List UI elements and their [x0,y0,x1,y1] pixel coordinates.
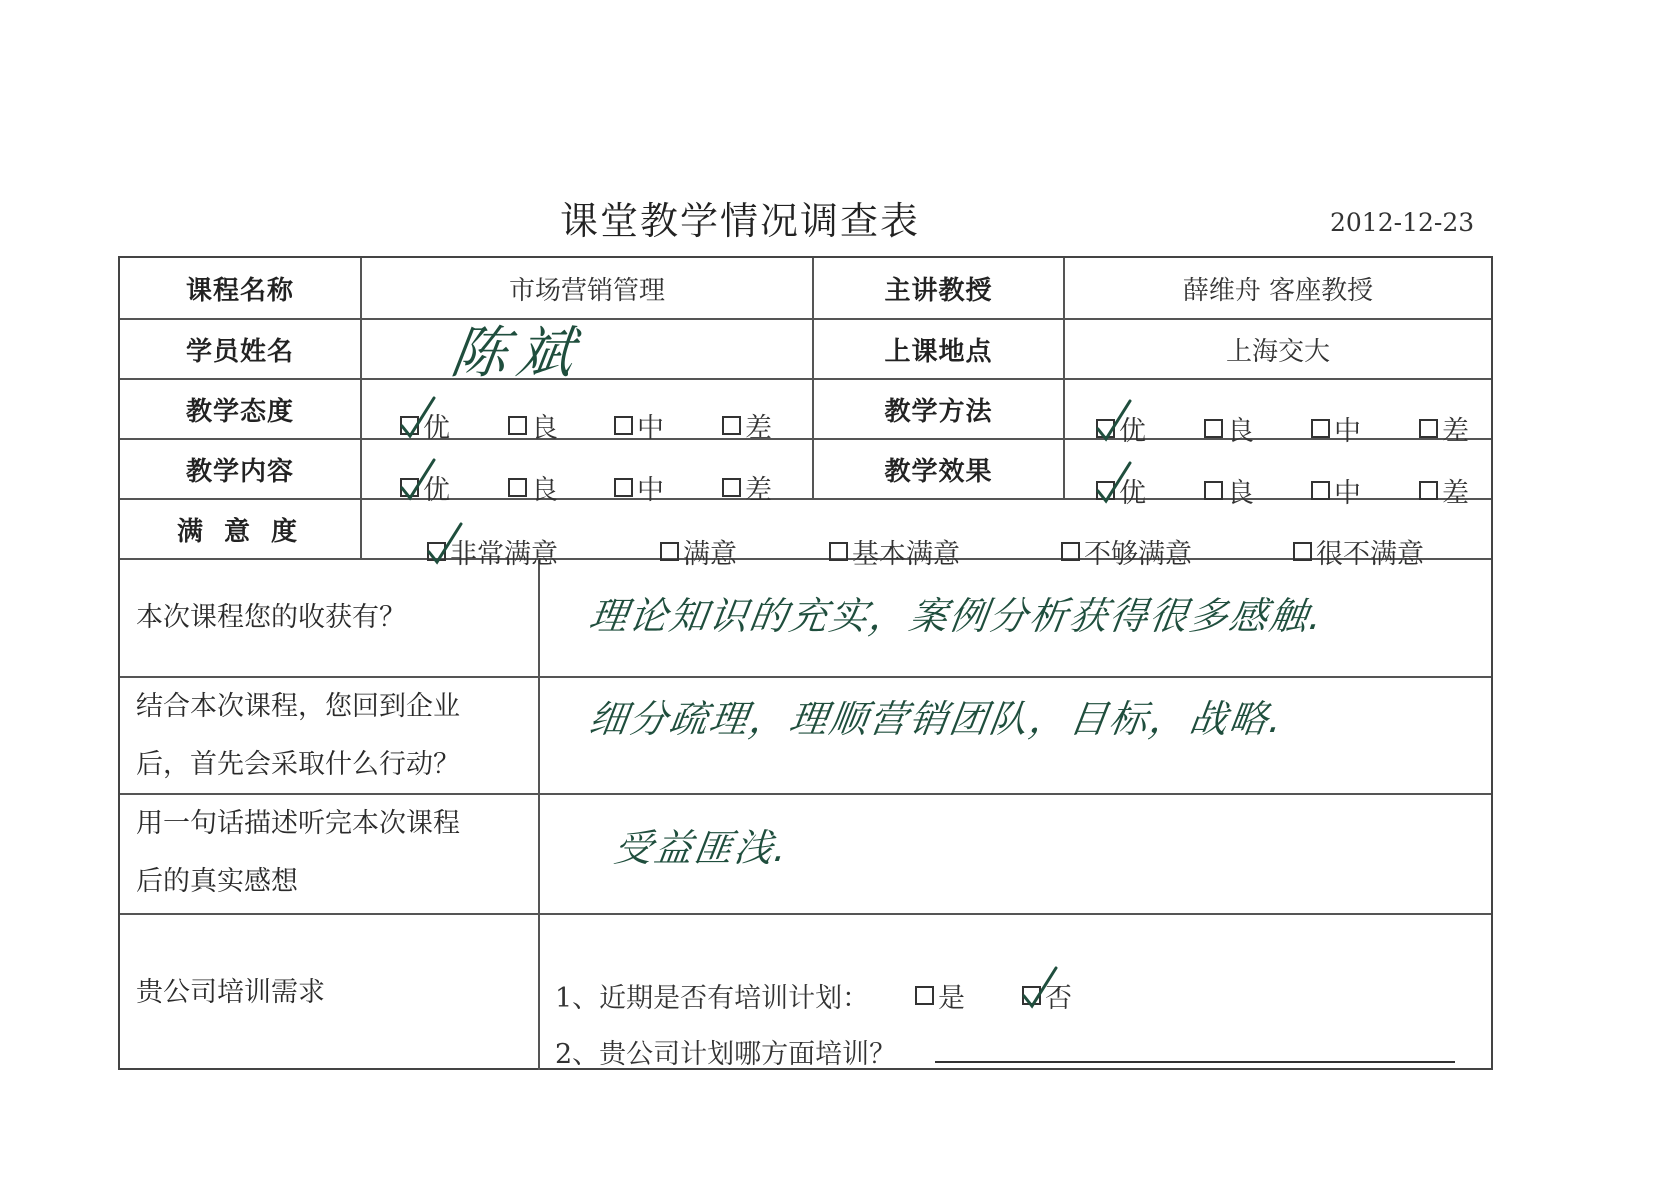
action-question [120,678,538,793]
option-label: 良 [531,413,558,444]
checkbox[interactable] [1204,481,1223,500]
effect-option-0[interactable] [1096,471,1146,510]
feeling-question-line2: 后的真实感想 [136,866,298,897]
attitude-option-2[interactable] [614,406,664,445]
option-label: 是 [938,983,965,1014]
option-label: 满意 [683,539,737,570]
satisfaction-option-4[interactable] [1293,532,1424,571]
checkbox[interactable] [614,416,633,435]
checkbox[interactable] [660,542,679,561]
option-label: 中 [1334,416,1361,447]
option-label: 非常满意 [450,539,558,570]
checkbox[interactable] [1096,481,1115,500]
checkbox[interactable] [614,478,633,497]
checkbox[interactable] [1419,419,1438,438]
checkbox[interactable] [1061,542,1080,561]
option-label: 优 [1119,416,1146,447]
action-question-line2: 后，首先会采取什么行动？ [136,749,460,780]
method-option-1[interactable] [1204,409,1254,448]
checkmark-icon [425,522,465,566]
checkbox[interactable] [1311,481,1330,500]
lecturer-label: 主讲教授 [884,275,993,306]
attitude-option-1[interactable] [508,406,558,445]
action-question-line1: 结合本次课程，您回到企业 [136,691,460,722]
content-option-2[interactable] [614,468,664,507]
training-plan-option-0[interactable] [915,976,965,1015]
option-label: 否 [1045,983,1072,1014]
checkbox[interactable] [1022,986,1041,1005]
checkbox[interactable] [1293,542,1312,561]
option-label: 差 [1442,416,1469,447]
option-label: 中 [637,413,664,444]
training-area-blank[interactable] [935,1061,1455,1063]
attitude-option-3[interactable] [722,406,772,445]
gain-question: 本次课程您的收获有？ [136,602,406,633]
option-label: 基本满意 [852,539,960,570]
survey-form [118,256,1493,1070]
effect-option-3[interactable] [1419,471,1469,510]
checkbox[interactable] [1204,419,1223,438]
feeling-question [120,795,538,913]
feeling-answer: 受益匪浅. [611,826,792,870]
option-label: 不够满意 [1084,539,1192,570]
method-option-2[interactable] [1311,409,1361,448]
content-label: 教学内容 [185,456,294,487]
option-label: 优 [423,413,450,444]
effect-label: 教学效果 [884,456,993,487]
action-answer: 细分疏理，理顺营销团队，目标，战略. [586,697,1287,741]
checkmark-icon [1094,399,1134,443]
checkbox[interactable] [1311,419,1330,438]
option-label: 差 [745,413,772,444]
checkbox[interactable] [722,478,741,497]
feeling-question-line1: 用一句话描述听完本次课程 [136,808,460,839]
satisfaction-option-2[interactable] [829,532,960,571]
checkbox[interactable] [508,416,527,435]
location-value: 上海交大 [1225,336,1330,367]
option-label: 良 [1227,478,1254,509]
satisfaction-option-0[interactable] [427,532,558,571]
checkbox[interactable] [1096,419,1115,438]
student-name-value: 陈斌 [446,321,588,386]
option-label: 中 [1334,478,1361,509]
checkmark-icon [1094,461,1134,505]
student-name-label: 学员姓名 [185,336,294,367]
option-label: 很不满意 [1316,539,1424,570]
training-plan-option-1[interactable] [1022,976,1072,1015]
content-option-1[interactable] [508,468,558,507]
attitude-label: 教学态度 [185,396,294,427]
option-label: 差 [1442,478,1469,509]
course-name-label: 课程名称 [185,275,294,306]
option-label: 优 [1119,478,1146,509]
method-label: 教学方法 [884,396,993,427]
satisfaction-option-3[interactable] [1061,532,1192,571]
checkmark-icon [398,458,438,502]
training-plan-label: 1、近期是否有培训计划： [555,983,870,1014]
form-date: 2012-12-23 [1330,208,1475,237]
checkmark-icon [398,396,438,440]
method-option-0[interactable] [1096,409,1146,448]
gain-answer: 理论知识的充实，案例分析获得很多感触. [586,594,1327,638]
training-question: 贵公司培训需求 [136,977,325,1008]
satisfaction-option-1[interactable] [660,532,737,571]
checkbox[interactable] [1419,481,1438,500]
checkbox[interactable] [508,478,527,497]
checkbox[interactable] [427,542,446,561]
checkbox[interactable] [400,416,419,435]
option-label: 良 [531,475,558,506]
checkbox[interactable] [829,542,848,561]
checkbox[interactable] [915,986,934,1005]
course-name-value: 市场营销管理 [508,275,665,306]
option-label: 差 [745,475,772,506]
location-label: 上课地点 [884,336,993,367]
form-title: 课堂教学情况调查表 [560,199,921,243]
checkbox[interactable] [400,478,419,497]
checkmark-icon [1020,966,1060,1010]
option-label: 良 [1227,416,1254,447]
training-area-label: 2、贵公司计划哪方面培训？ [555,1039,897,1070]
method-option-3[interactable] [1419,409,1469,448]
content-option-3[interactable] [722,468,772,507]
checkbox[interactable] [722,416,741,435]
option-label: 中 [637,475,664,506]
effect-option-2[interactable] [1311,471,1361,510]
attitude-option-0[interactable] [400,406,450,445]
satisfaction-label: 满 意 度 [176,516,304,547]
content-option-0[interactable] [400,468,450,507]
option-label: 优 [423,475,450,506]
effect-option-1[interactable] [1204,471,1254,510]
lecturer-value: 薛维舟 客座教授 [1182,275,1374,306]
